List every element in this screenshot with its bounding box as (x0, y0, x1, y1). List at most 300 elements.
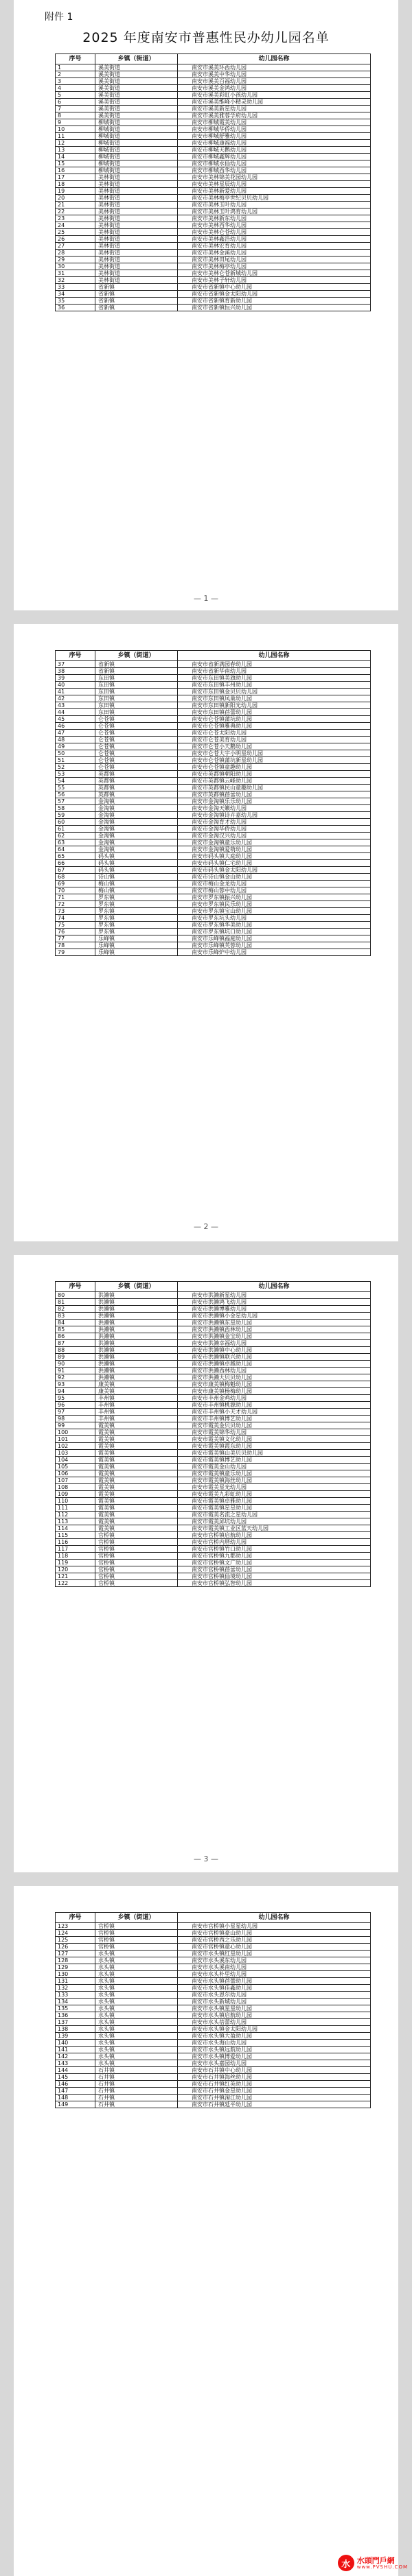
serial-cell: 144 (56, 2067, 95, 2074)
township-cell: 罗东镇 (95, 894, 178, 901)
kindergarten-name-cell: 南安市石井镇金星幼儿园 (178, 2088, 371, 2095)
serial-cell: 91 (56, 1368, 95, 1374)
kindergarten-name-cell: 南安市康美镇杨梅幼儿园 (178, 1388, 371, 1395)
table-header-row (56, 1282, 371, 1292)
serial-cell: 16 (56, 167, 95, 174)
serial-cell: 41 (56, 689, 95, 695)
kindergarten-name-cell: 南安市霞美星光幼儿园 (178, 1484, 371, 1491)
kindergarten-name-cell: 南安市省新镇恒兴幼儿园 (178, 305, 371, 311)
township-cell: 霞美镇 (95, 1518, 178, 1525)
township-cell: 水头镇 (95, 2012, 178, 2019)
table-row (56, 1340, 371, 1347)
kindergarten-name-cell: 南安市省新镇中心幼儿园 (178, 284, 371, 291)
township-cell: 霞美镇 (95, 1477, 178, 1484)
table-row (56, 709, 371, 716)
serial-cell: 21 (56, 202, 95, 208)
serial-cell: 117 (56, 1546, 95, 1553)
township-cell: 洪濑镇 (95, 1361, 178, 1368)
table-row (56, 1429, 371, 1436)
township-cell: 英都镇 (95, 791, 178, 798)
table-row (56, 812, 371, 819)
serial-cell: 104 (56, 1457, 95, 1464)
table-row (56, 1361, 371, 1368)
table-row (56, 791, 371, 798)
township-cell: 美林街道 (95, 257, 178, 263)
table-row (56, 64, 371, 71)
serial-cell: 139 (56, 2033, 95, 2040)
township-cell: 美林街道 (95, 188, 178, 195)
township-cell: 乐峰镇 (95, 942, 178, 949)
township-cell: 金淘镇 (95, 839, 178, 846)
table-row (56, 750, 371, 757)
township-cell: 官桥镇 (95, 1944, 178, 1951)
table-row (56, 819, 371, 826)
serial-cell: 148 (56, 2095, 95, 2101)
kindergarten-name-cell: 南安市柳城舒雅幼儿园 (178, 133, 371, 140)
serial-cell: 134 (56, 1999, 95, 2005)
serial-cell: 70 (56, 887, 95, 894)
township-cell: 洪濑镇 (95, 1368, 178, 1374)
table-row (56, 881, 371, 887)
kindergarten-name-cell: 南安市水头新城幼儿园 (178, 1999, 371, 2005)
serial-cell: 80 (56, 1292, 95, 1299)
kindergarten-name-cell: 南安市水头镇启航幼儿园 (178, 2012, 371, 2019)
table-row (56, 1374, 371, 1381)
kindergarten-table (55, 650, 371, 956)
serial-cell: 118 (56, 1553, 95, 1560)
serial-cell: 28 (56, 250, 95, 257)
kindergarten-name-cell: 南安市仑苍小天鹅幼儿园 (178, 743, 371, 750)
township-cell: 东田镇 (95, 689, 178, 695)
kindergarten-name-cell: 南安市官桥镇弘智幼儿园 (178, 1580, 371, 1587)
township-cell: 霞美镇 (95, 1484, 178, 1491)
township-cell: 东田镇 (95, 682, 178, 689)
serial-cell: 25 (56, 229, 95, 236)
township-cell: 洪濑镇 (95, 1340, 178, 1347)
table-row (56, 1388, 371, 1395)
township-cell: 霞美镇 (95, 1429, 178, 1436)
serial-cell: 94 (56, 1388, 95, 1395)
watermark-text: 水頭門戶網 (356, 2555, 395, 2565)
serial-cell: 12 (56, 140, 95, 147)
kindergarten-name-cell: 南安市英都镇云峰幼儿园 (178, 778, 371, 785)
table-row (56, 874, 371, 881)
serial-cell: 33 (56, 284, 95, 291)
serial-cell: 37 (56, 661, 95, 668)
kindergarten-name-cell: 南安市美林宏育幼儿园 (178, 243, 371, 250)
serial-cell: 97 (56, 1409, 95, 1416)
serial-cell: 100 (56, 1429, 95, 1436)
kindergarten-name-cell: 南安市美林鑫浩幼儿园 (178, 236, 371, 243)
township-cell: 仑苍镇 (95, 723, 178, 730)
township-cell: 美林街道 (95, 229, 178, 236)
township-cell: 金淘镇 (95, 812, 178, 819)
table-row (56, 208, 371, 215)
document-title: 2025 年度南安市普惠性民办幼儿园名单 (82, 30, 330, 45)
serial-cell: 39 (56, 675, 95, 682)
serial-cell: 149 (56, 2101, 95, 2108)
kindergarten-name-cell: 南安市仑苍镇蒲坑幼儿园 (178, 716, 371, 723)
kindergarten-name-cell: 南安市乐峰镇福庭幼儿园 (178, 935, 371, 942)
kindergarten-name-cell: 南安市洪濑博雅幼儿园 (178, 1306, 371, 1313)
kindergarten-name-cell: 南安市仑苍大宇小明星幼儿园 (178, 750, 371, 757)
serial-cell: 129 (56, 1964, 95, 1971)
township-header: 乡镇（街道） (95, 1913, 178, 1923)
table-row (56, 2067, 371, 2074)
table-row (56, 291, 371, 298)
table-row (56, 277, 371, 284)
table-row (56, 2040, 371, 2047)
township-cell: 省新镇 (95, 291, 178, 298)
serial-cell: 32 (56, 277, 95, 284)
table-row (56, 1443, 371, 1450)
township-cell: 溪美街道 (95, 92, 178, 99)
table-row (56, 833, 371, 839)
table-row (56, 1409, 371, 1416)
township-cell: 英都镇 (95, 785, 178, 791)
kindergarten-name-cell: 南安市洪濑镇东星幼儿园 (178, 1320, 371, 1326)
table-row (56, 284, 371, 291)
serial-cell: 19 (56, 188, 95, 195)
kindergarten-name-cell: 南安市霞美镇博艺幼儿园 (178, 1457, 371, 1464)
document-page-1 (14, 0, 398, 610)
serial-cell: 6 (56, 99, 95, 106)
table-row (56, 1368, 371, 1374)
table-row (56, 167, 371, 174)
table-row (56, 778, 371, 785)
table-row (56, 1416, 371, 1422)
table-row (56, 846, 371, 853)
kindergarten-name-cell: 南安市霞美镇文化幼儿园 (178, 1436, 371, 1443)
serial-cell: 14 (56, 154, 95, 160)
township-cell: 英都镇 (95, 771, 178, 778)
table-row (56, 894, 371, 901)
table-row (56, 661, 371, 668)
kindergarten-name-cell: 南安市美林玉叶幼儿园 (178, 202, 371, 208)
serial-cell: 75 (56, 922, 95, 929)
serial-cell: 92 (56, 1374, 95, 1381)
kindergarten-name-cell: 南安市霞美九彩虹幼儿园 (178, 1491, 371, 1498)
serial-cell: 78 (56, 942, 95, 949)
table-row (56, 1992, 371, 1999)
township-cell: 洪濑镇 (95, 1306, 178, 1313)
serial-cell: 132 (56, 1985, 95, 1992)
township-cell: 省新镇 (95, 661, 178, 668)
kindergarten-name-cell: 南安市溪美金鸿幼儿园 (178, 85, 371, 92)
serial-cell: 51 (56, 757, 95, 764)
township-cell: 省新镇 (95, 284, 178, 291)
table-row (56, 188, 371, 195)
township-cell: 罗东镇 (95, 908, 178, 915)
table-row (56, 2088, 371, 2095)
serial-cell: 135 (56, 2005, 95, 2012)
kindergarten-name-cell: 南安市康美镇梅魁幼儿园 (178, 1381, 371, 1388)
kindergarten-name-cell: 南安市官桥镇文广幼儿园 (178, 1560, 371, 1566)
table-row (56, 1553, 371, 1560)
kindergarten-name-cell: 南安市霞美镇卓雅幼儿园 (178, 1498, 371, 1505)
kindergarten-name-cell: 南安市石井镇红英幼儿园 (178, 2081, 371, 2088)
kindergarten-name-cell: 南安市水头镇大盈幼儿园 (178, 2033, 371, 2040)
serial-cell: 111 (56, 1505, 95, 1512)
kindergarten-name-cell: 南安市仑苍太阳幼儿园 (178, 730, 371, 737)
township-cell: 水头镇 (95, 1971, 178, 1978)
township-cell: 仑苍镇 (95, 743, 178, 750)
township-cell: 东田镇 (95, 702, 178, 709)
table-row (56, 99, 371, 106)
table-row (56, 1525, 371, 1532)
serial-cell: 22 (56, 208, 95, 215)
serial-cell: 64 (56, 846, 95, 853)
township-cell: 美林街道 (95, 263, 178, 270)
serial-cell: 9 (56, 119, 95, 126)
township-cell: 省新镇 (95, 305, 178, 311)
table-row (56, 133, 371, 140)
serial-header: 序号 (56, 1913, 95, 1923)
kindergarten-name-cell: 南安市霞美名流之星幼儿园 (178, 1512, 371, 1518)
kindergarten-name-cell: 南安市柳城康福幼儿园 (178, 140, 371, 147)
serial-cell: 109 (56, 1491, 95, 1498)
table-row (56, 805, 371, 812)
township-cell: 洪濑镇 (95, 1354, 178, 1361)
kindergarten-name-cell: 南安市东田镇蓓蕾幼儿园 (178, 709, 371, 716)
table-row (56, 1354, 371, 1361)
kindergarten-name-cell: 南安市梅山金龙幼儿园 (178, 881, 371, 887)
serial-cell: 24 (56, 222, 95, 229)
serial-cell: 71 (56, 894, 95, 901)
township-cell: 柳城街道 (95, 133, 178, 140)
township-cell: 霞美镇 (95, 1450, 178, 1457)
table-row (56, 1326, 371, 1333)
serial-cell: 57 (56, 798, 95, 805)
township-cell: 柳城街道 (95, 160, 178, 167)
kindergarten-name-cell: 南安市罗东坑头幼儿园 (178, 915, 371, 922)
kindergarten-name-cell: 南安市美林梅亭幼儿园 (178, 263, 371, 270)
serial-cell: 10 (56, 126, 95, 133)
kindergarten-name-cell: 南安市洪濑新星幼儿园 (178, 1292, 371, 1299)
table-row (56, 1470, 371, 1477)
township-cell: 霞美镇 (95, 1464, 178, 1470)
township-cell: 柳城街道 (95, 167, 178, 174)
table-header-row (56, 1913, 371, 1923)
kindergarten-name-cell: 南安市官桥镇竹口幼儿园 (178, 1546, 371, 1553)
table-row (56, 2053, 371, 2060)
serial-cell: 113 (56, 1518, 95, 1525)
table-row (56, 1313, 371, 1320)
serial-cell: 88 (56, 1347, 95, 1354)
table-row (56, 1560, 371, 1566)
township-cell: 美林街道 (95, 222, 178, 229)
serial-cell: 2 (56, 71, 95, 78)
township-cell: 乐峰镇 (95, 949, 178, 956)
kindergarten-name-cell: 南安市溪美彩虹小孩幼儿园 (178, 92, 371, 99)
kindergarten-name-cell: 南安市洪濑鸿飞幼儿园 (178, 1299, 371, 1306)
kindergarten-name-cell: 南安市霞美镇山美贝贝幼儿园 (178, 1450, 371, 1457)
kindergarten-name-cell: 南安市码头镇仁宅幼儿园 (178, 860, 371, 867)
kindergarten-name-cell: 南安市美林金溪幼儿园 (178, 250, 371, 257)
kindergarten-name-cell: 南安市官桥西之乐幼儿园 (178, 1937, 371, 1944)
kindergarten-name-cell: 南安市柳城水仙幼儿园 (178, 160, 371, 167)
township-cell: 丰州镇 (95, 1409, 178, 1416)
table-row (56, 1518, 371, 1525)
township-cell: 水头镇 (95, 1978, 178, 1985)
document-page-3 (14, 1255, 398, 1872)
table-row (56, 1381, 371, 1388)
kindergarten-name-cell: 南安市英都镇蓓蕾幼儿园 (178, 791, 371, 798)
serial-cell: 20 (56, 195, 95, 202)
kindergarten-name-cell: 南安市溪美新星幼儿园 (178, 106, 371, 112)
kindergarten-name-cell: 南安市梅山蓉中幼儿园 (178, 887, 371, 894)
table-row (56, 126, 371, 133)
table-row (56, 2026, 371, 2033)
kindergarten-name-cell: 南安市霞美镇霞东幼儿园 (178, 1443, 371, 1450)
kindergarten-name-cell: 南安市霞美金山幼儿园 (178, 1464, 371, 1470)
township-cell: 仑苍镇 (95, 716, 178, 723)
table-row (56, 2074, 371, 2081)
table-row (56, 222, 371, 229)
table-row (56, 689, 371, 695)
serial-cell: 36 (56, 305, 95, 311)
serial-cell: 35 (56, 298, 95, 305)
serial-cell: 79 (56, 949, 95, 956)
kindergarten-name-cell: 南安市水头海山幼儿园 (178, 2040, 371, 2047)
kindergarten-name-cell: 南安市溪美雅蓉学府幼儿园 (178, 112, 371, 119)
kindergarten-name-cell: 南安市美林仑苍幼儿园 (178, 229, 371, 236)
serial-cell: 72 (56, 901, 95, 908)
serial-cell: 89 (56, 1354, 95, 1361)
kindergarten-name-cell: 南安市洪濑镇联兴幼儿园 (178, 1354, 371, 1361)
table-row (56, 1937, 371, 1944)
kindergarten-name-cell: 南安市乐峰镇芙蓉幼儿园 (178, 942, 371, 949)
township-header: 乡镇（街道） (95, 651, 178, 661)
table-row (56, 737, 371, 743)
township-cell: 霞美镇 (95, 1512, 178, 1518)
kindergarten-name-cell: 南安市东田镇丰州幼儿园 (178, 682, 371, 689)
kindergarten-name-cell: 南安市官桥镇仙境幼儿园 (178, 1573, 371, 1580)
serial-cell: 126 (56, 1944, 95, 1951)
table-row (56, 1333, 371, 1340)
serial-cell: 120 (56, 1566, 95, 1573)
kindergarten-name-cell: 南安市洪濑镇卓越幼儿园 (178, 1361, 371, 1368)
table-row (56, 106, 371, 112)
serial-cell: 56 (56, 791, 95, 798)
table-row (56, 1539, 371, 1546)
table-row (56, 181, 371, 188)
kindergarten-table (55, 1281, 371, 1587)
table-row (56, 1477, 371, 1484)
watermark-url: www.PVSHU.COM (356, 2564, 408, 2570)
township-cell: 洪濑镇 (95, 1292, 178, 1299)
table-row (56, 1944, 371, 1951)
township-cell: 仑苍镇 (95, 750, 178, 757)
township-cell: 官桥镇 (95, 1539, 178, 1546)
township-cell: 霞美镇 (95, 1505, 178, 1512)
serial-cell: 115 (56, 1532, 95, 1539)
kindergarten-name-cell: 南安市美林锦美花园幼儿园 (178, 174, 371, 181)
serial-cell: 142 (56, 2053, 95, 2060)
table-header-row (56, 54, 371, 64)
serial-cell: 42 (56, 695, 95, 702)
township-cell: 省新镇 (95, 668, 178, 675)
township-cell: 官桥镇 (95, 1937, 178, 1944)
kindergarten-name-cell: 南安市金淘镇爱萌幼儿园 (178, 846, 371, 853)
kindergarten-name-cell: 南安市水头溪南幼儿园 (178, 1964, 371, 1971)
township-cell: 霞美镇 (95, 1498, 178, 1505)
township-cell: 霞美镇 (95, 1443, 178, 1450)
serial-cell: 96 (56, 1402, 95, 1409)
table-row (56, 798, 371, 805)
kindergarten-name-cell: 南安市罗东镇民乐幼儿园 (178, 901, 371, 908)
table-row (56, 2060, 371, 2067)
township-cell: 梅山镇 (95, 881, 178, 887)
township-cell: 洪濑镇 (95, 1347, 178, 1354)
kindergarten-name-cell: 南安市仑苍美育幼儿园 (178, 737, 371, 743)
township-cell: 罗东镇 (95, 915, 178, 922)
serial-cell: 145 (56, 2074, 95, 2081)
table-row (56, 730, 371, 737)
township-cell: 金淘镇 (95, 833, 178, 839)
table-row (56, 915, 371, 922)
serial-cell: 133 (56, 1992, 95, 1999)
serial-cell: 122 (56, 1580, 95, 1587)
kindergarten-name-cell: 南安市丰州镇小天才幼儿园 (178, 1409, 371, 1416)
kindergarten-name-cell: 南安市罗东镇坑口幼儿园 (178, 929, 371, 935)
serial-cell: 140 (56, 2040, 95, 2047)
serial-cell: 112 (56, 1512, 95, 1518)
table-row (56, 92, 371, 99)
table-row (56, 2047, 371, 2053)
table-row (56, 682, 371, 689)
serial-cell: 53 (56, 771, 95, 778)
kindergarten-name-cell: 南安市仑苍镇雅典幼儿园 (178, 723, 371, 730)
serial-cell: 107 (56, 1477, 95, 1484)
kindergarten-name-cell: 南安市官桥镇童心幼儿园 (178, 1944, 371, 1951)
township-cell: 康美镇 (95, 1388, 178, 1395)
table-row (56, 1498, 371, 1505)
township-cell: 石井镇 (95, 2074, 178, 2081)
township-cell: 石井镇 (95, 2067, 178, 2074)
kindergarten-name-cell: 南安市水头镇星星幼儿园 (178, 2005, 371, 2012)
serial-cell: 121 (56, 1573, 95, 1580)
serial-cell: 87 (56, 1340, 95, 1347)
kindergarten-name-cell: 南安市罗东镇宝山幼儿园 (178, 908, 371, 915)
serial-cell: 23 (56, 215, 95, 222)
serial-cell: 130 (56, 1971, 95, 1978)
table-row (56, 1436, 371, 1443)
serial-cell: 105 (56, 1464, 95, 1470)
serial-cell: 124 (56, 1930, 95, 1937)
table-row (56, 949, 371, 956)
kindergarten-table (55, 1912, 371, 2108)
kindergarten-name-cell: 南安市官桥镇豪山幼儿园 (178, 1930, 371, 1937)
township-cell: 仑苍镇 (95, 730, 178, 737)
kindergarten-name-cell: 南安市英都镇朝阳幼儿园 (178, 771, 371, 778)
kindergarten-name-cell: 南安市水头镇博爱幼儿园 (178, 2053, 371, 2060)
kindergarten-name-cell: 南安市石井镇延平幼儿园 (178, 2101, 371, 2108)
serial-cell: 54 (56, 778, 95, 785)
table-row (56, 78, 371, 85)
table-row (56, 1566, 371, 1573)
serial-cell: 49 (56, 743, 95, 750)
serial-cell: 136 (56, 2012, 95, 2019)
serial-cell: 3 (56, 78, 95, 85)
township-cell: 省新镇 (95, 298, 178, 305)
table-row (56, 140, 371, 147)
township-cell: 洪濑镇 (95, 1299, 178, 1306)
kindergarten-name-cell: 南安市洪濑西林幼儿园 (178, 1368, 371, 1374)
serial-cell: 123 (56, 1923, 95, 1930)
table-row (56, 1532, 371, 1539)
serial-cell: 73 (56, 908, 95, 915)
